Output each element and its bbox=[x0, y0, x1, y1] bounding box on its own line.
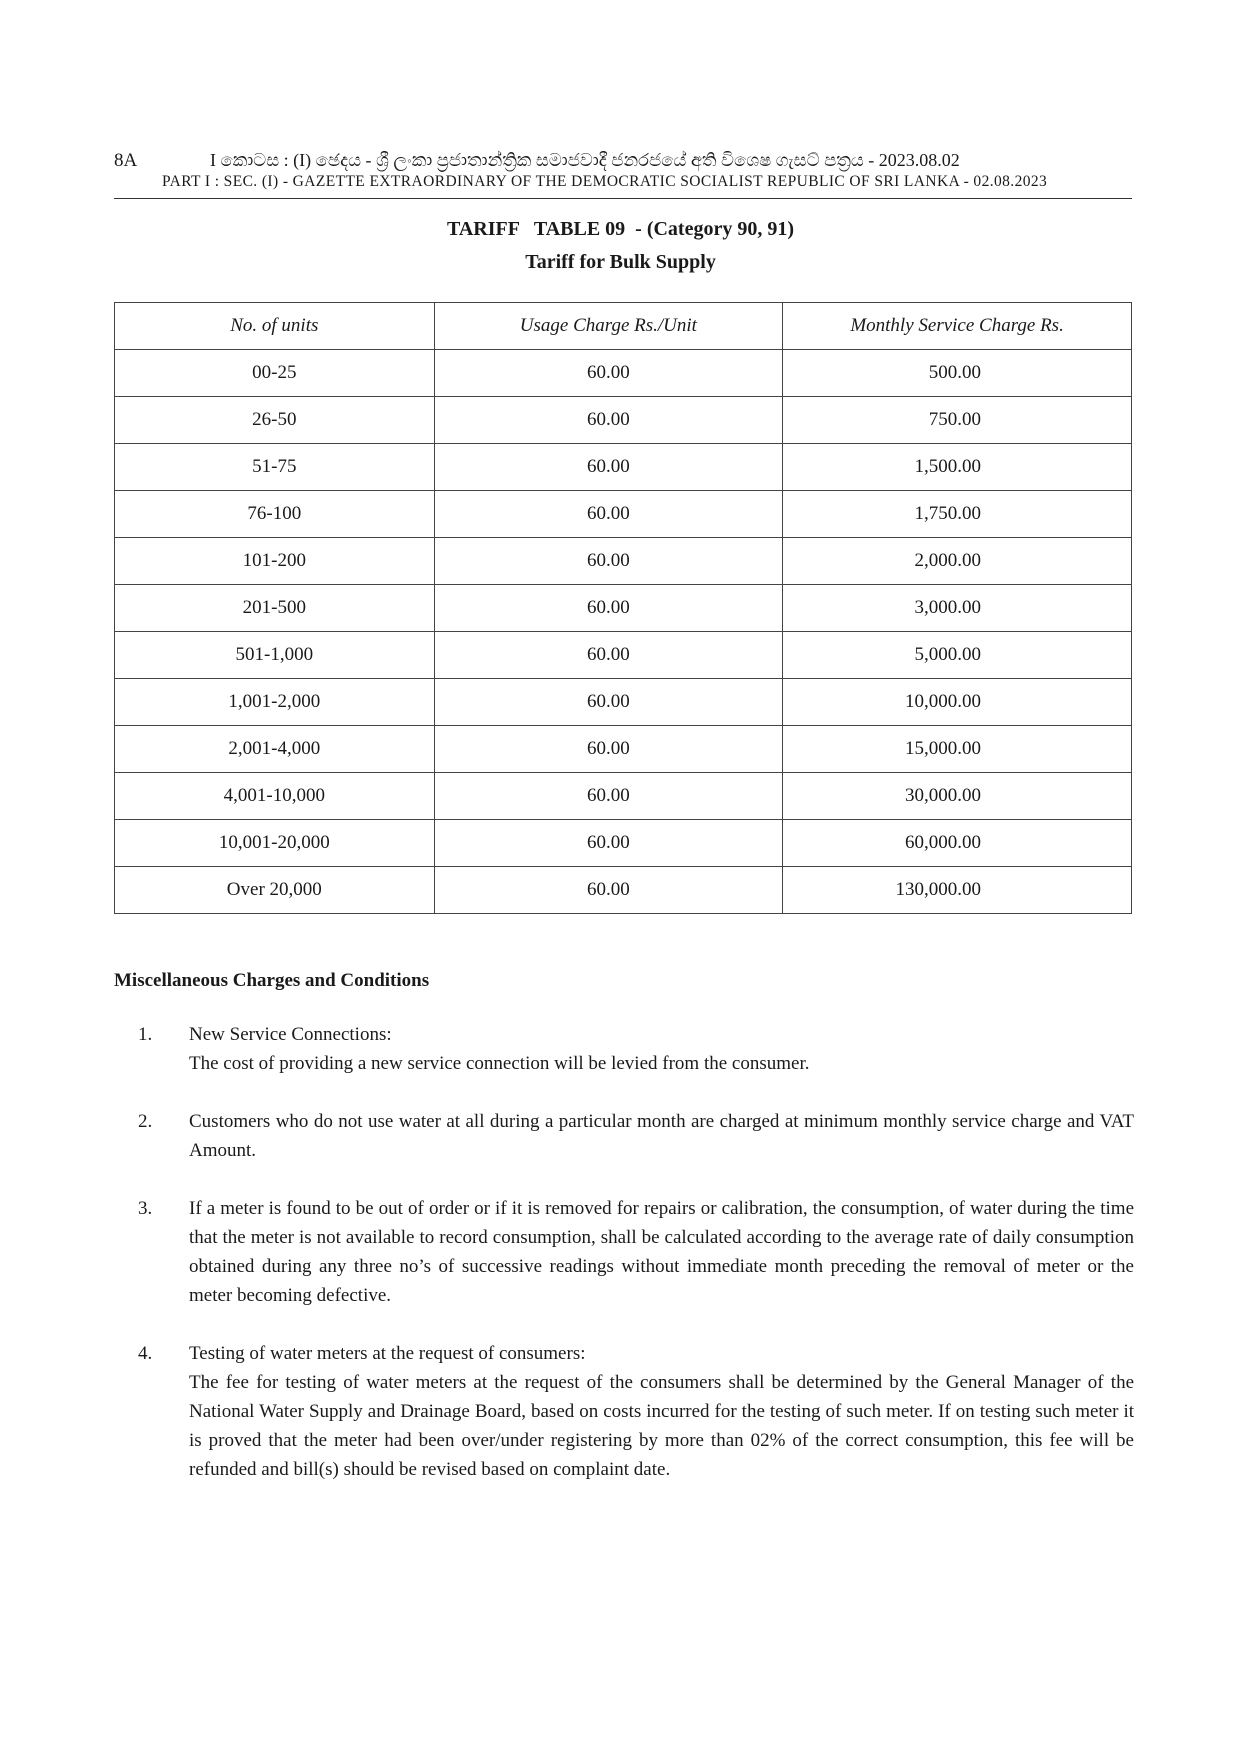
units-cell: 1,001-2,000 bbox=[115, 679, 435, 726]
usage-charge-cell: 60.00 bbox=[434, 867, 783, 914]
usage-charge-cell: 60.00 bbox=[434, 444, 783, 491]
service-charge-cell: 2,000.00 bbox=[783, 538, 1132, 585]
service-charge-cell: 30,000.00 bbox=[783, 773, 1132, 820]
service-charge-cell: 1,750.00 bbox=[783, 491, 1132, 538]
table-subtitle: Tariff for Bulk Supply bbox=[525, 251, 716, 273]
page-number: 8A bbox=[114, 150, 138, 171]
usage-charge-cell: 60.00 bbox=[434, 726, 783, 773]
table-row bbox=[115, 773, 1132, 820]
units-cell: 00-25 bbox=[115, 350, 435, 397]
gazette-header-english: PART I : SEC. (I) - GAZETTE EXTRAORDINARY OF THE DEMOCRATIC SOCIALIST REPUBLIC OF SRI LANKA - 02.08.2023 bbox=[162, 173, 1048, 190]
usage-charge-cell: 60.00 bbox=[434, 538, 783, 585]
header-usage-charge: Usage Charge Rs./Unit bbox=[434, 303, 783, 350]
condition-item-1 bbox=[114, 1020, 1134, 1078]
usage-charge-cell: 60.00 bbox=[434, 820, 783, 867]
condition-heading: Testing of water meters at the request of consumers: bbox=[189, 1343, 586, 1364]
table-row bbox=[115, 679, 1132, 726]
table-title: TARIFF TABLE 09 - (Category 90, 91) bbox=[446, 218, 794, 240]
units-cell: 201-500 bbox=[115, 585, 435, 632]
condition-text: If a meter is found to be out of order or if it is removed for repairs or calibration, the consumption, of water during the time that the meter is not available to record consumption, shall be calculated according to the average rate of daily consumption obtained during any three no’s of successive readings without immediate month preceding the removal of meter or the meter becoming defective. bbox=[189, 1198, 1134, 1306]
condition-heading: New Service Connections: bbox=[189, 1024, 392, 1045]
condition-text: The cost of providing a new service connection will be levied from the consumer. bbox=[189, 1053, 810, 1074]
table-row bbox=[115, 867, 1132, 914]
usage-charge-cell: 60.00 bbox=[434, 585, 783, 632]
condition-number: 2. bbox=[138, 1111, 153, 1132]
units-cell: 4,001-10,000 bbox=[115, 773, 435, 820]
usage-charge-cell: 60.00 bbox=[434, 773, 783, 820]
service-charge-cell: 10,000.00 bbox=[783, 679, 1132, 726]
usage-charge-cell: 60.00 bbox=[434, 397, 783, 444]
units-cell: 10,001-20,000 bbox=[115, 820, 435, 867]
service-charge-cell: 750.00 bbox=[783, 397, 1132, 444]
header-divider bbox=[114, 198, 1132, 199]
table-row bbox=[115, 491, 1132, 538]
table-header-row bbox=[115, 303, 1132, 350]
gazette-header-sinhala: I කොටස : (I) ඡෙදය - ශ්‍රී ලංකා ප්‍රජාතාන්ත්‍රික සමාජවාදී ජනරජයේ අති විශෙෂ ගැසට් පත්‍රය - 2023.08.02 bbox=[210, 150, 960, 170]
service-charge-cell: 60,000.00 bbox=[783, 820, 1132, 867]
misc-section-title: Miscellaneous Charges and Conditions bbox=[114, 970, 430, 991]
usage-charge-cell: 60.00 bbox=[434, 350, 783, 397]
condition-item-3 bbox=[114, 1194, 1134, 1310]
table-row bbox=[115, 538, 1132, 585]
units-cell: 26-50 bbox=[115, 397, 435, 444]
header-units: No. of units bbox=[115, 303, 435, 350]
units-cell: 2,001-4,000 bbox=[115, 726, 435, 773]
usage-charge-cell: 60.00 bbox=[434, 632, 783, 679]
condition-item-4 bbox=[114, 1339, 1134, 1484]
units-cell: Over 20,000 bbox=[115, 867, 435, 914]
usage-charge-cell: 60.00 bbox=[434, 491, 783, 538]
table-row bbox=[115, 444, 1132, 491]
condition-number: 1. bbox=[138, 1024, 153, 1045]
service-charge-cell: 500.00 bbox=[783, 350, 1132, 397]
table-row bbox=[115, 632, 1132, 679]
service-charge-cell: 1,500.00 bbox=[783, 444, 1132, 491]
service-charge-cell: 130,000.00 bbox=[783, 867, 1132, 914]
service-charge-cell: 5,000.00 bbox=[783, 632, 1132, 679]
table-row bbox=[115, 350, 1132, 397]
tariff-table bbox=[114, 302, 1132, 914]
table-row bbox=[115, 585, 1132, 632]
service-charge-cell: 3,000.00 bbox=[783, 585, 1132, 632]
condition-text: Customers who do not use water at all during a particular month are charged at minimum monthly service charge and VAT Amount. bbox=[189, 1111, 1134, 1161]
units-cell: 76-100 bbox=[115, 491, 435, 538]
service-charge-cell: 15,000.00 bbox=[783, 726, 1132, 773]
units-cell: 501-1,000 bbox=[115, 632, 435, 679]
table-row bbox=[115, 726, 1132, 773]
table-row bbox=[115, 397, 1132, 444]
table-row bbox=[115, 820, 1132, 867]
condition-number: 3. bbox=[138, 1198, 153, 1219]
usage-charge-cell: 60.00 bbox=[434, 679, 783, 726]
units-cell: 51-75 bbox=[115, 444, 435, 491]
units-cell: 101-200 bbox=[115, 538, 435, 585]
condition-number: 4. bbox=[138, 1343, 153, 1364]
header-service-charge: Monthly Service Charge Rs. bbox=[783, 303, 1132, 350]
condition-item-2 bbox=[114, 1107, 1134, 1165]
condition-text: The fee for testing of water meters at the request of the consumers shall be determined by the General Manager of the National Water Supply and Drainage Board, based on costs incurred for the testing of such meter. If on testing such meter it is proved that the meter had been over/under registering by more than 02% of the correct consumption, this fee will be refunded and bill(s) should be revised based on complaint date. bbox=[189, 1372, 1134, 1480]
